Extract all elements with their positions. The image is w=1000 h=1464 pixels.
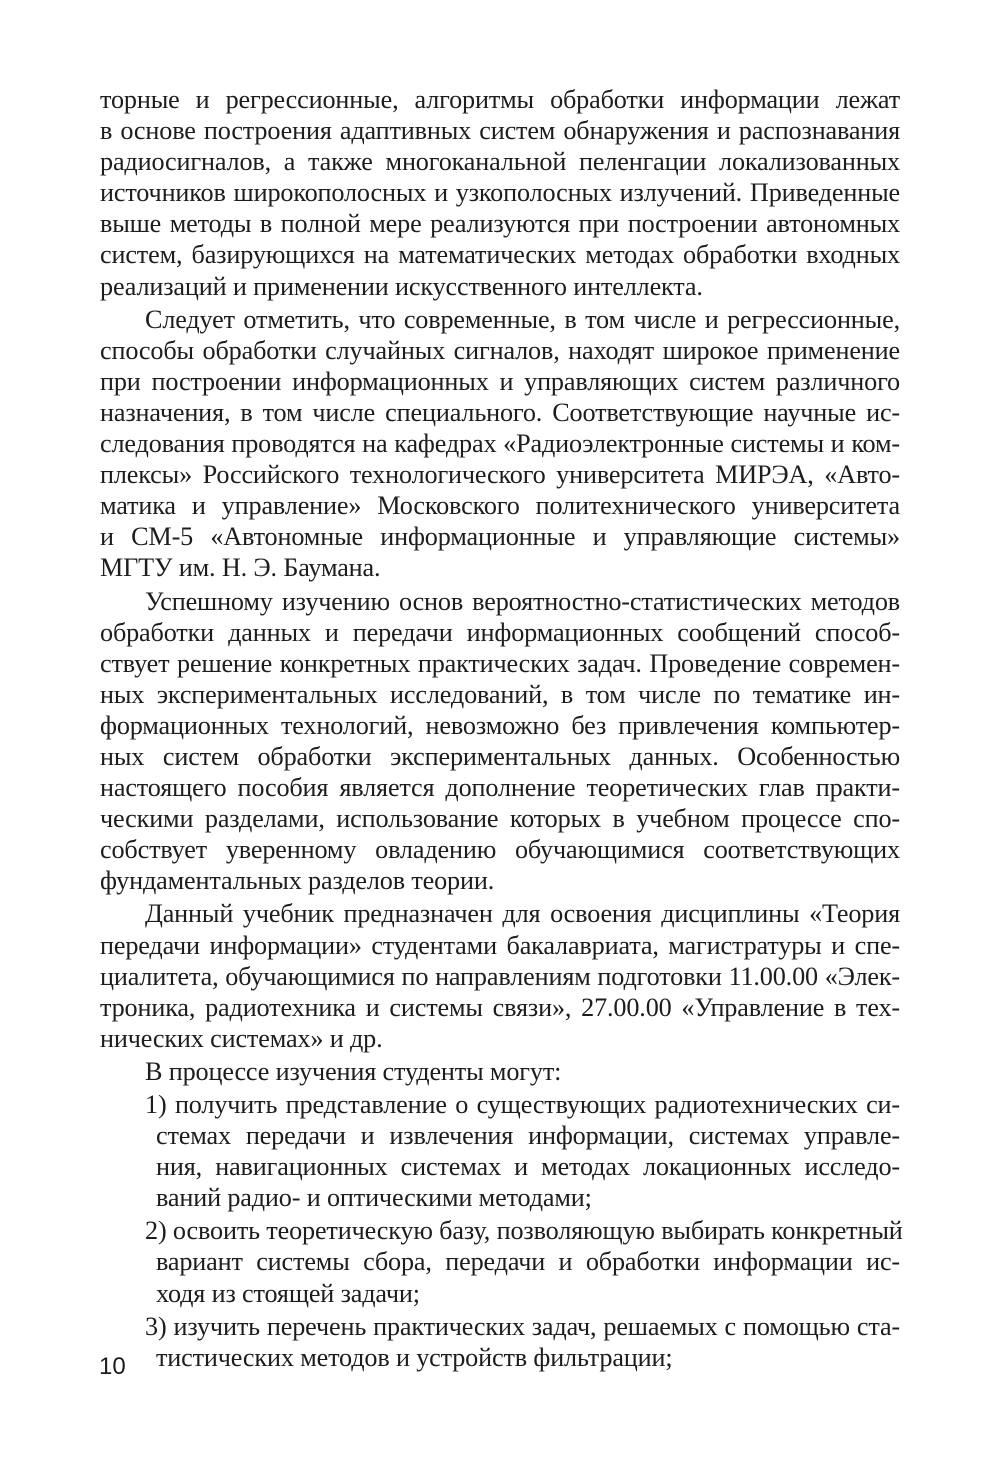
- text-line: 1) получить представление о существующих радиотехнических си-: [145, 1090, 900, 1119]
- text-line: систем, базирующихся на математических методах обработки входных: [100, 240, 900, 270]
- text-line: Данный учебник предназначен для освоения дисциплины «Теория: [145, 899, 900, 929]
- text-line: ческими разделами, использование которых в учебном процессе спо-: [100, 804, 900, 834]
- paragraph: [100, 304, 900, 584]
- text-line: способы обработки случайных сигналов, находят широкое применение: [100, 335, 900, 365]
- text-line: ных экспериментальных исследований, в том числе по тематике ин-: [100, 679, 900, 709]
- text-line: МГТУ им. Н. Э. Баумана.: [100, 553, 381, 583]
- text-line: вариант системы сбора, передачи и обработки информации ис-: [156, 1247, 900, 1277]
- text-line: торные и регрессионные, алгоритмы обработки информации лежат: [100, 85, 900, 114]
- page-number: 10: [99, 1353, 126, 1380]
- text-line: источников широкополосных и узкополосных излучений. Приведенные: [100, 178, 900, 208]
- text-line: передачи информации» студентами бакалавриата, магистратуры и спе-: [100, 930, 900, 960]
- text-line: 2) освоить теоретическую базу, позволяющую выбирать конкретный: [145, 1216, 903, 1246]
- text-line: тистических методов и устройств фильтрации;: [156, 1342, 673, 1372]
- text-line: Следует отметить, что современные, в том числе и регрессионные,: [145, 304, 900, 334]
- text-line: ствует решение конкретных практических задач. Проведение современ-: [100, 648, 900, 678]
- paragraph: [100, 898, 900, 1053]
- text-line: в основе построения адаптивных систем обнаружения и распознавания: [100, 116, 900, 146]
- text-line: В процессе изучения студенты могут:: [145, 1056, 562, 1086]
- text-line: выше методы в полной мере реализуются при построении автономных: [100, 209, 900, 239]
- text-line: матика и управление» Московского политехнического университета: [100, 491, 900, 521]
- text-line: ходя из стоящей задачи;: [156, 1278, 420, 1308]
- text-line: нических системах» и др.: [100, 1023, 383, 1053]
- paragraph: [100, 586, 900, 897]
- list-item: [100, 1311, 900, 1373]
- text-line: ных систем обработки экспериментальных данных. Особенностью: [100, 741, 900, 771]
- text-line: плексы» Российского технологического университета МИРЭА, «Авто-: [100, 460, 900, 490]
- text-line: Успешному изучению основ вероятностно-статистических методов: [145, 586, 900, 616]
- text-line: стемах передачи и извлечения информации, системах управле-: [156, 1121, 900, 1151]
- text-line: 3) изучить перечень практических задач, решаемых с помощью ста-: [145, 1311, 900, 1341]
- text-line: ния, навигационных системах и методах локационных исследо-: [156, 1152, 900, 1182]
- text-line: фундаментальных разделов теории.: [100, 866, 495, 896]
- text-line: радиосигналов, а также многоканальной пеленгации локализованных: [100, 147, 900, 177]
- page-body: [100, 84, 903, 1373]
- text-line: формационных технологий, невозможно без привлечения компьютер-: [100, 710, 900, 740]
- text-line: циалитета, обучающимися по направлениям подготовки 11.00.00 «Элек-: [100, 961, 900, 991]
- text-line: собствует уверенному овладению обучающимися соответствующих: [100, 835, 900, 865]
- text-line: и СМ-5 «Автономные информационные и управляющие системы»: [100, 522, 900, 552]
- list-item: [100, 1089, 900, 1213]
- text-line: настоящего пособия является дополнение теоретических глав практи-: [100, 773, 900, 803]
- paragraph-continuation: [100, 84, 900, 302]
- text-line: ваний радио- и оптическими методами;: [156, 1183, 592, 1213]
- list-item: [100, 1215, 903, 1308]
- text-line: назначения, в том числе специального. Соответствующие научные ис-: [100, 397, 900, 427]
- text-line: реализаций и применении искусственного интеллекта.: [100, 271, 703, 301]
- text-line: следования проводятся на кафедрах «Радиоэлектронные системы и ком-: [100, 429, 900, 459]
- list-intro: [100, 1056, 900, 1087]
- text-line: при построении информационных и управляющих систем различного: [100, 366, 900, 396]
- text-line: обработки данных и передачи информационных сообщений способ-: [100, 617, 900, 647]
- text-line: троника, радиотехника и системы связи», 27.00.00 «Управление в тех-: [100, 992, 900, 1022]
